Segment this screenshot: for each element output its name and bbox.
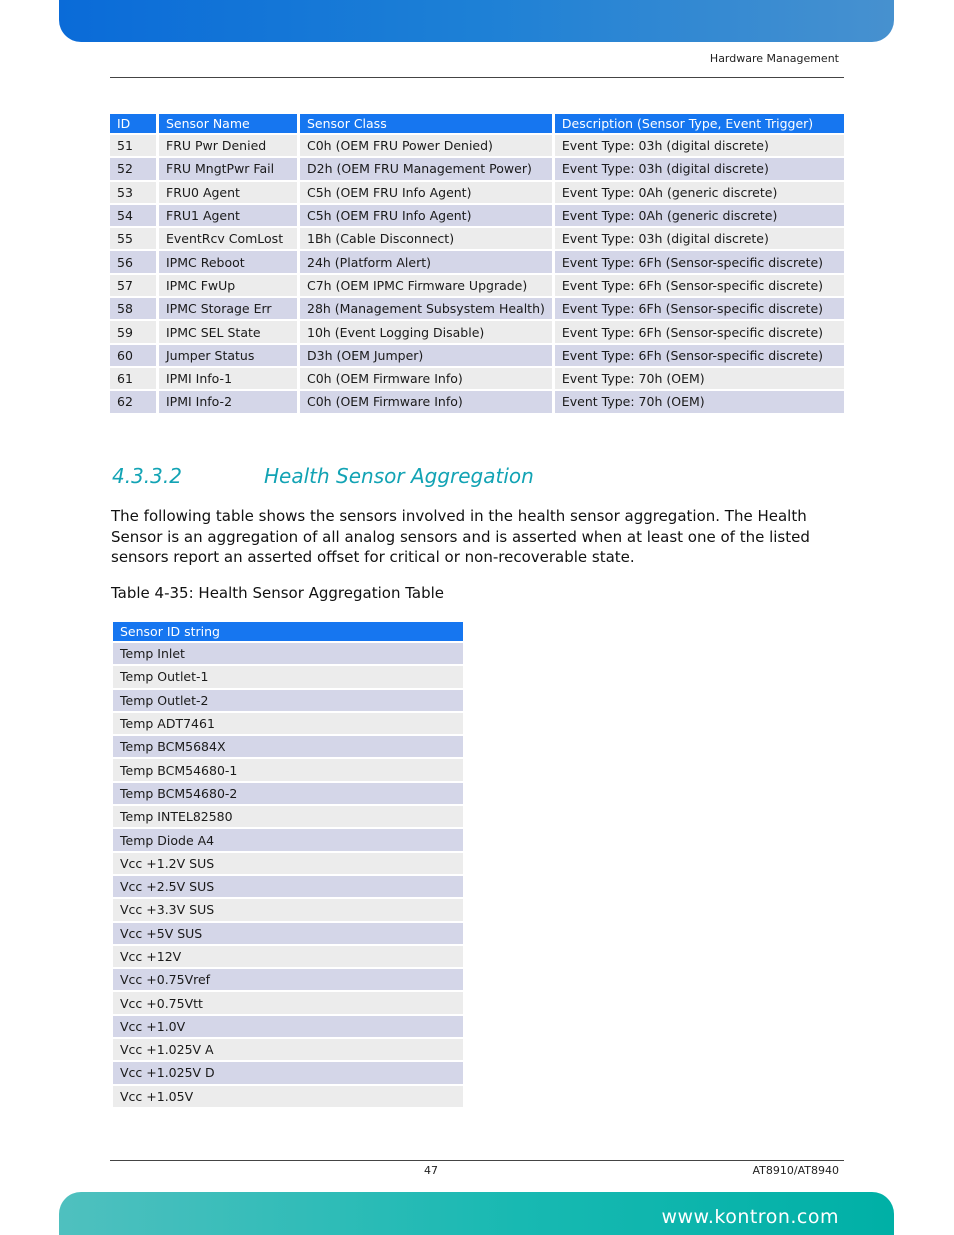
cell-sensor-id: Temp BCM5684X	[113, 736, 463, 757]
cell-sensor-name: EventRcv ComLost	[159, 228, 297, 249]
cell-description: Event Type: 03h (digital discrete)	[555, 228, 844, 249]
table-row	[110, 275, 844, 296]
cell-sensor-class: 10h (Event Logging Disable)	[300, 321, 552, 342]
cell-description: Event Type: 6Fh (Sensor-specific discrete)	[555, 251, 844, 272]
cell-description: Event Type: 70h (OEM)	[555, 368, 844, 389]
table-row	[113, 759, 463, 780]
cell-sensor-class: C7h (OEM IPMC Firmware Upgrade)	[300, 275, 552, 296]
cell-id: 56	[110, 251, 156, 272]
table-row	[113, 736, 463, 757]
section-number: 4.3.3.2	[112, 464, 182, 488]
cell-sensor-name: IPMC SEL State	[159, 321, 297, 342]
table-row	[113, 1016, 463, 1037]
aggregation-table-header-row	[113, 622, 463, 641]
section-heading	[112, 464, 534, 488]
cell-id: 52	[110, 158, 156, 179]
cell-sensor-name: IPMC Reboot	[159, 251, 297, 272]
table-row	[113, 806, 463, 827]
table-row	[113, 666, 463, 687]
cell-description: Event Type: 0Ah (generic discrete)	[555, 182, 844, 203]
top-banner	[59, 0, 894, 42]
cell-description: Event Type: 6Fh (Sensor-specific discrete)	[555, 298, 844, 319]
cell-sensor-id: Temp Outlet-1	[113, 666, 463, 687]
table-row	[113, 876, 463, 897]
table-row	[113, 783, 463, 804]
column-header-description: Description (Sensor Type, Event Trigger)	[555, 114, 844, 133]
cell-sensor-id: Temp Outlet-2	[113, 690, 463, 711]
page-number: 47	[424, 1164, 438, 1177]
cell-sensor-id: Vcc +5V SUS	[113, 923, 463, 944]
website-link[interactable]: www.kontron.com	[661, 1206, 839, 1228]
cell-description: Event Type: 0Ah (generic discrete)	[555, 205, 844, 226]
table-row	[110, 228, 844, 249]
running-header: Hardware Management	[709, 52, 839, 65]
cell-sensor-name: FRU MngtPwr Fail	[159, 158, 297, 179]
cell-sensor-name: IPMC Storage Err	[159, 298, 297, 319]
cell-description: Event Type: 6Fh (Sensor-specific discrete)	[555, 321, 844, 342]
cell-sensor-class: D2h (OEM FRU Management Power)	[300, 158, 552, 179]
cell-id: 58	[110, 298, 156, 319]
table-row	[113, 923, 463, 944]
table-row	[110, 321, 844, 342]
column-header-sensor-id: Sensor ID string	[113, 622, 463, 641]
cell-sensor-id: Vcc +0.75Vref	[113, 969, 463, 990]
cell-sensor-name: Jumper Status	[159, 345, 297, 366]
cell-id: 57	[110, 275, 156, 296]
cell-sensor-class: C0h (OEM FRU Power Denied)	[300, 135, 552, 156]
column-header-sensor-name: Sensor Name	[159, 114, 297, 133]
cell-id: 59	[110, 321, 156, 342]
cell-id: 55	[110, 228, 156, 249]
cell-sensor-id: Temp BCM54680-2	[113, 783, 463, 804]
aggregation-table	[110, 620, 466, 1109]
cell-sensor-id: Temp ADT7461	[113, 713, 463, 734]
cell-sensor-id: Vcc +12V	[113, 946, 463, 967]
table-row	[113, 1086, 463, 1107]
column-header-sensor-class: Sensor Class	[300, 114, 552, 133]
table-row	[110, 205, 844, 226]
table-row	[110, 182, 844, 203]
cell-sensor-id: Vcc +1.025V D	[113, 1062, 463, 1083]
cell-sensor-class: 24h (Platform Alert)	[300, 251, 552, 272]
bottom-banner	[59, 1192, 894, 1235]
sensor-table	[107, 112, 847, 415]
cell-sensor-class: 28h (Management Subsystem Health)	[300, 298, 552, 319]
cell-sensor-id: Vcc +1.025V A	[113, 1039, 463, 1060]
section-title: Health Sensor Aggregation	[264, 464, 534, 488]
header-divider	[110, 77, 844, 78]
cell-sensor-class: C0h (OEM Firmware Info)	[300, 391, 552, 412]
cell-sensor-name: IPMC FwUp	[159, 275, 297, 296]
table-row	[113, 969, 463, 990]
cell-id: 62	[110, 391, 156, 412]
body-paragraph: The following table shows the sensors involved in the health sensor aggregation. The Health Sensor is an aggregation of all analog sensors and is asserted when at least one of the listed sensors report an asserted offset for critical or non-recoverable state.	[111, 507, 810, 566]
table-row	[113, 946, 463, 967]
cell-description: Event Type: 70h (OEM)	[555, 391, 844, 412]
cell-description: Event Type: 6Fh (Sensor-specific discrete)	[555, 275, 844, 296]
cell-description: Event Type: 6Fh (Sensor-specific discrete)	[555, 345, 844, 366]
cell-sensor-id: Temp INTEL82580	[113, 806, 463, 827]
cell-id: 61	[110, 368, 156, 389]
document-id: AT8910/AT8940	[752, 1164, 839, 1177]
cell-sensor-class: 1Bh (Cable Disconnect)	[300, 228, 552, 249]
cell-id: 54	[110, 205, 156, 226]
table-row	[113, 713, 463, 734]
table-row	[110, 135, 844, 156]
cell-sensor-id: Vcc +0.75Vtt	[113, 992, 463, 1013]
table-row	[113, 690, 463, 711]
cell-sensor-class: C5h (OEM FRU Info Agent)	[300, 182, 552, 203]
table-row	[110, 345, 844, 366]
column-header-id: ID	[110, 114, 156, 133]
sensor-table-header-row	[110, 114, 844, 133]
cell-sensor-id: Vcc +1.0V	[113, 1016, 463, 1037]
table-row	[113, 1062, 463, 1083]
table-row	[113, 992, 463, 1013]
cell-id: 51	[110, 135, 156, 156]
cell-sensor-class: D3h (OEM Jumper)	[300, 345, 552, 366]
cell-sensor-name: IPMI Info-2	[159, 391, 297, 412]
table-row	[110, 158, 844, 179]
footer-divider	[110, 1160, 844, 1161]
cell-sensor-id: Temp Inlet	[113, 643, 463, 664]
cell-sensor-id: Vcc +3.3V SUS	[113, 899, 463, 920]
cell-description: Event Type: 03h (digital discrete)	[555, 135, 844, 156]
table-row	[110, 251, 844, 272]
cell-sensor-class: C0h (OEM Firmware Info)	[300, 368, 552, 389]
cell-sensor-name: FRU Pwr Denied	[159, 135, 297, 156]
table-row	[110, 298, 844, 319]
cell-sensor-id: Vcc +1.05V	[113, 1086, 463, 1107]
cell-sensor-name: FRU1 Agent	[159, 205, 297, 226]
cell-sensor-id: Temp Diode A4	[113, 829, 463, 850]
table-row	[113, 899, 463, 920]
cell-sensor-class: C5h (OEM FRU Info Agent)	[300, 205, 552, 226]
table-row	[110, 391, 844, 412]
cell-id: 53	[110, 182, 156, 203]
table-row	[113, 829, 463, 850]
cell-sensor-name: IPMI Info-1	[159, 368, 297, 389]
cell-sensor-name: FRU0 Agent	[159, 182, 297, 203]
cell-sensor-id: Vcc +2.5V SUS	[113, 876, 463, 897]
table-caption: Table 4-35: Health Sensor Aggregation Table	[111, 584, 445, 602]
cell-id: 60	[110, 345, 156, 366]
cell-sensor-id: Vcc +1.2V SUS	[113, 853, 463, 874]
cell-description: Event Type: 03h (digital discrete)	[555, 158, 844, 179]
table-row	[113, 853, 463, 874]
cell-sensor-id: Temp BCM54680-1	[113, 759, 463, 780]
table-row	[113, 1039, 463, 1060]
table-row	[113, 643, 463, 664]
table-row	[110, 368, 844, 389]
